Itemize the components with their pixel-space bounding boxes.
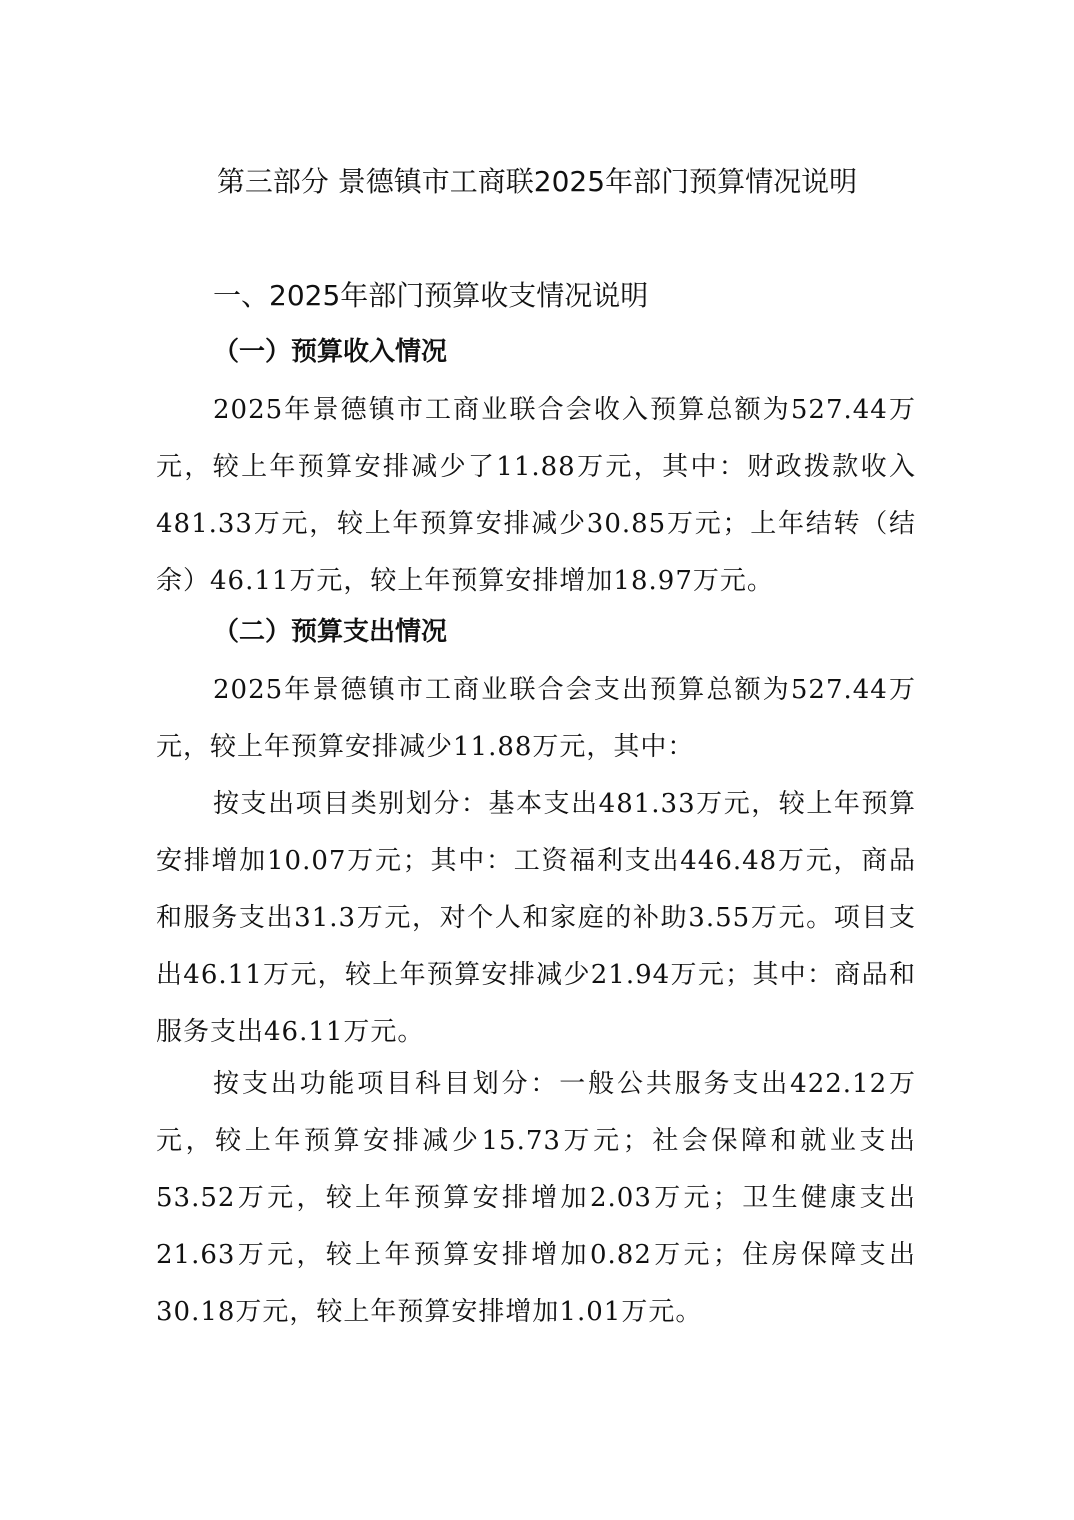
subsection-heading-income: （一）预算收入情况 (213, 337, 448, 367)
expense-paragraph: 2025年景德镇市工商业联合会支出预算总额为527.44万元，较上年预算安排减少11.88万元，其中： (156, 675, 916, 762)
expense-by-category-paragraph: 按支出项目类别划分：基本支出481.33万元，较上年预算安排增加10.07万元；其中：工资福利支出446.48万元，商品和服务支出31.3万元，对个人和家庭的补助3.55万元。项目支出46.11万元，较上年预算安排减少21.94万元；其中：商品和服务支出46.11万元。 (156, 789, 916, 1047)
page-title: 第三部分 景德镇市工商联2025年部门预算情况说明 (216, 165, 858, 198)
subsection-heading-expense: （二）预算支出情况 (213, 617, 448, 647)
section-heading-budget-overview: 一、2025年部门预算收支情况说明 (213, 279, 649, 312)
expense-by-function-paragraph: 按支出功能项目科目划分：一般公共服务支出422.12万元，较上年预算安排减少15.73万元；社会保障和就业支出53.52万元，较上年预算安排增加2.03万元；卫生健康支出21.63万元，较上年预算安排增加0.82万元；住房保障支出30.18万元，较上年预算安排增加1.01万元。 (156, 1069, 916, 1327)
income-paragraph: 2025年景德镇市工商业联合会收入预算总额为527.44万元，较上年预算安排减少了11.88万元，其中：财政拨款收入481.33万元，较上年预算安排减少30.85万元；上年结转（结余）46.11万元，较上年预算安排增加18.97万元。 (156, 395, 916, 596)
